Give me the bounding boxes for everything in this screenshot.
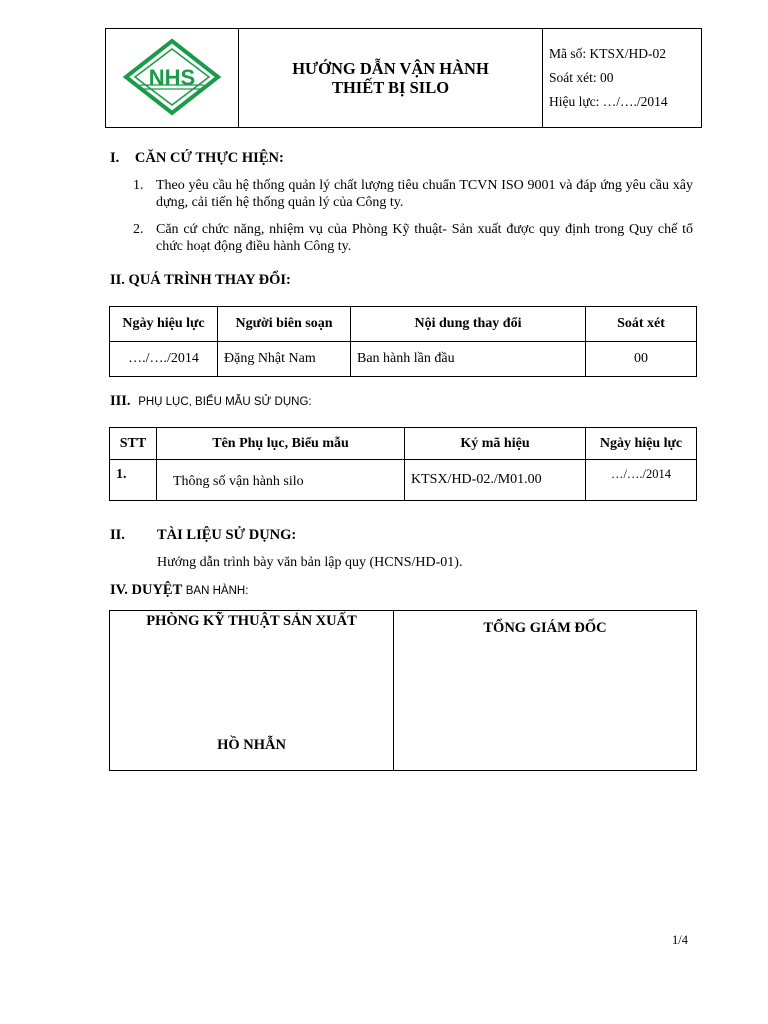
document-effective-date: Hiệu lực: …/…./2014 [549,94,668,109]
approval-table [109,610,697,771]
director-heading: TỔNG GIÁM ĐỐC [483,620,607,636]
signer-name: HỒ NHẪN [217,737,286,753]
svg-text:NHS: NHS [148,65,196,90]
section-3-heading: III. PHỤ LỤC, BIỂU MẪU SỬ DỤNG: [110,393,312,409]
section-1-item-2: 2. Căn cứ chức năng, nhiệm vụ của Phòng Kỹ thuật- Sản xuất được quy định trong Quy chế tổ chức hoạt động điều hành Công ty. [133,222,693,254]
section-4-heading: II. TÀI LIỆU SỬ DỤNG: [110,527,297,543]
table-header-row: Ngày hiệu lực Người biên soạn Nội dung thay đổi Soát xét [110,307,697,342]
section-1-item-1: 1. Theo yêu cầu hệ thống quản lý chất lượng tiêu chuẩn TCVN ISO 9001 và đáp ứng yêu cầu xây dựng, cải tiến hệ thống quản lý của Công ty. [133,178,693,210]
appendix-table [109,427,697,501]
title-line-1: HƯỚNG DẪN VẬN HÀNH [292,59,489,78]
title-line-2: THIẾT BỊ SILO [331,78,450,97]
document-meta [543,29,702,128]
section-2-heading: II. QUÁ TRÌNH THAY ĐỔI: [110,272,291,288]
document-code: Mã số: KTSX/HD-02 [549,46,666,61]
approval-right-cell [394,611,697,771]
document-review: Soát xét: 00 [549,70,614,85]
section-4-text: Hướng dẫn trình bày văn bản lập quy (HCNS/HD-01). [157,555,463,570]
department-heading: PHÒNG KỸ THUẬT SẢN XUẤT [146,613,357,629]
document-title [239,29,543,128]
company-logo [106,29,238,122]
change-history-table [109,306,697,377]
approval-left-cell [110,611,394,771]
table-row: 1. Thông số vận hành silo KTSX/HD-02./M01.00 …/…./2014 [110,460,697,501]
section-5-heading: IV. DUYỆT BAN HÀNH: [110,582,249,598]
document-header [105,28,702,128]
table-header-row: STT Tên Phụ lục, Biểu mẫu Ký mã hiệu Ngày hiệu lực [110,428,697,460]
table-row: …./…./2014 Đặng Nhật Nam Ban hành lần đầu 00 [110,342,697,377]
page-number: 1/4 [672,933,688,947]
logo-cell [106,29,239,128]
section-1-heading: I. CĂN CỨ THỰC HIỆN: [110,150,284,166]
